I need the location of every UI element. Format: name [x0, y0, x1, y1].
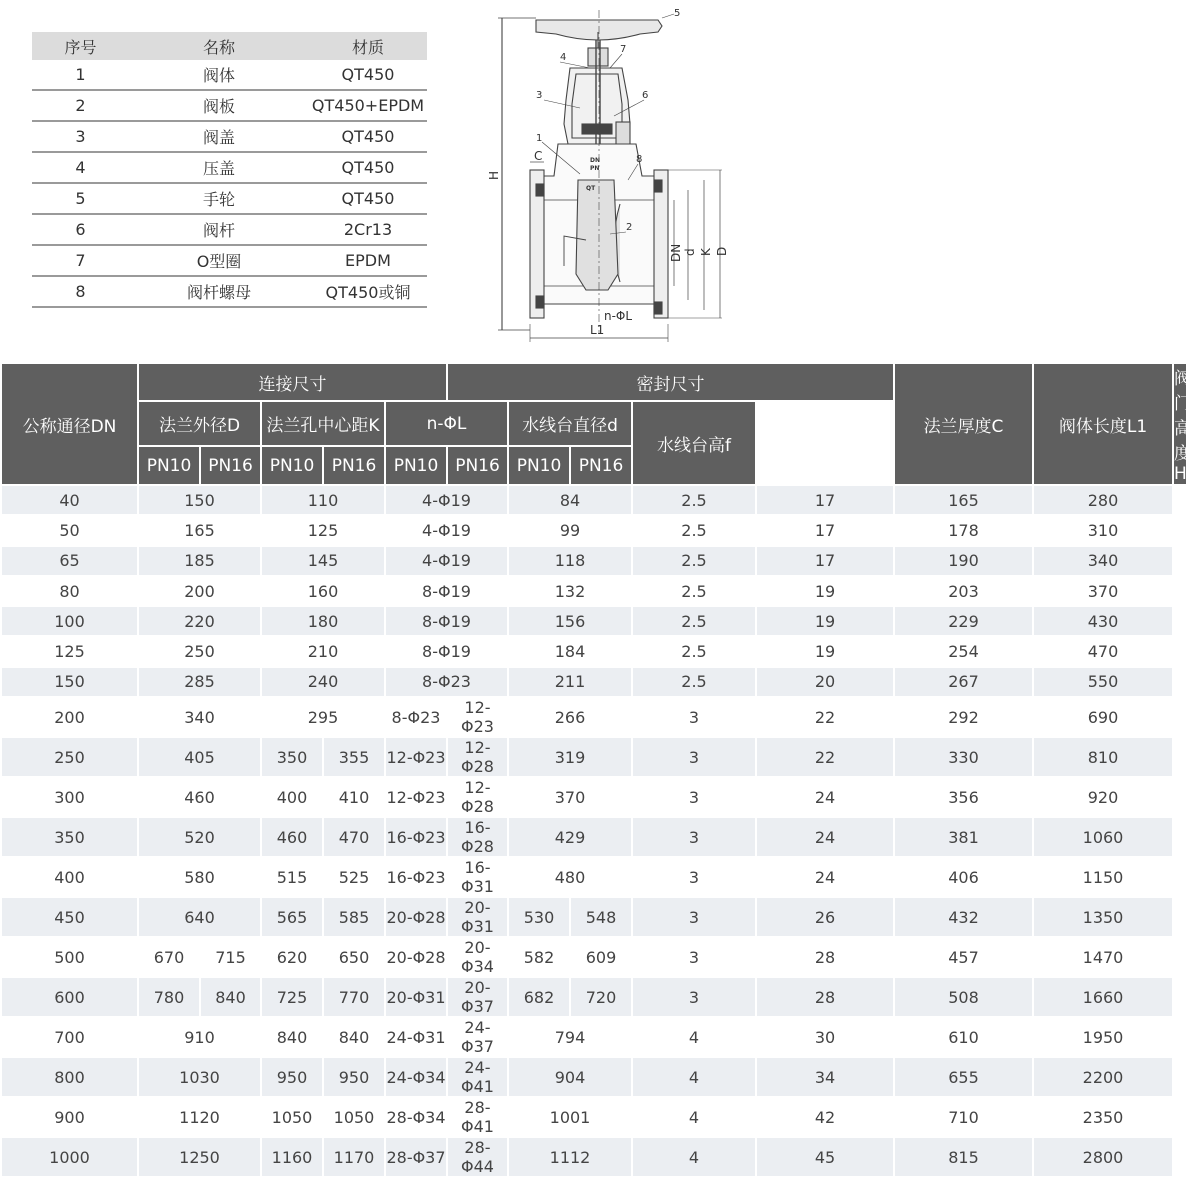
body-length-cell: 457	[895, 938, 1032, 976]
dim-label-k: K	[699, 248, 713, 256]
body-length-cell: 710	[895, 1098, 1032, 1136]
body-length-cell: 254	[895, 637, 1032, 665]
bolt-holes-cell: 16-Φ23	[386, 858, 446, 896]
valve-height-cell: 1150	[1034, 858, 1172, 896]
waterline-dia-cell: 84	[509, 486, 631, 514]
hole-pcd-cell: 110	[262, 486, 384, 514]
part-number-label: 7	[620, 44, 627, 55]
flange-thickness-cell: 24	[757, 818, 893, 856]
dim-label-c: C	[534, 149, 543, 163]
hole-pcd-cell: 585	[324, 898, 384, 936]
body-length-cell: 381	[895, 818, 1032, 856]
table-row	[2, 738, 1186, 776]
dn-cell: 500	[2, 938, 137, 976]
dim-label-nl: n-ΦL	[604, 309, 633, 323]
gate-valve-drawing	[487, 4, 729, 344]
waterline-dia-cell: 156	[509, 607, 631, 635]
flange-od-cell: 150	[139, 486, 260, 514]
flange-od-cell: 200	[139, 577, 260, 605]
hole-pcd-cell: 350	[262, 738, 322, 776]
flange-od-cell: 405	[139, 738, 260, 776]
parts-cell: QT450或铜	[309, 276, 427, 307]
waterline-dia-cell: 1001	[509, 1098, 631, 1136]
waterline-height-cell: 3	[633, 818, 755, 856]
parts-cell: 4	[32, 152, 129, 183]
hole-pcd-cell: 355	[324, 738, 384, 776]
hole-pcd-cell: 950	[324, 1058, 384, 1096]
waterline-dia-cell: 530	[509, 898, 569, 936]
parts-cell: 8	[32, 276, 129, 307]
bolt-holes-cell: 12-Φ23	[386, 738, 446, 776]
hole-pcd-cell: 180	[262, 607, 384, 635]
table-row	[2, 637, 1186, 665]
dim-label-l1: L1	[590, 323, 605, 337]
bolt-holes-cell: 20-Φ37	[448, 978, 507, 1016]
bolt-holes-cell: 28-Φ41	[448, 1098, 507, 1136]
waterline-dia-cell: 370	[509, 778, 631, 816]
flange-thickness-cell: 20	[757, 668, 893, 696]
flange-thickness-cell: 17	[757, 486, 893, 514]
waterline-height-cell: 4	[633, 1058, 755, 1096]
header-connection-size: 连接尺寸	[139, 364, 446, 400]
waterline-dia-cell: 609	[571, 938, 631, 976]
header-pn: PN10	[139, 447, 199, 484]
valve-height-cell: 370	[1034, 577, 1172, 605]
bolt-holes-cell: 28-Φ37	[386, 1138, 446, 1176]
dim-label-d: D	[715, 246, 729, 256]
body-length-cell: 655	[895, 1058, 1032, 1096]
hole-pcd-cell: 160	[262, 577, 384, 605]
header-pn: PN10	[509, 447, 569, 484]
hole-pcd-cell: 460	[262, 818, 322, 856]
flange-thickness-cell: 17	[757, 547, 893, 575]
table-row	[2, 938, 1186, 976]
body-mark: DN	[590, 157, 601, 164]
table-row	[2, 698, 1186, 736]
bolt-holes-cell: 16-Φ31	[448, 858, 507, 896]
bolt-holes-cell: 8-Φ19	[386, 607, 507, 635]
waterline-dia-cell: 480	[509, 858, 631, 896]
part-number-label: 1	[536, 133, 543, 144]
waterline-dia-cell: 184	[509, 637, 631, 665]
flange-od-cell: 520	[139, 818, 260, 856]
waterline-height-cell: 2.5	[633, 486, 755, 514]
table-row	[2, 607, 1186, 635]
table-row	[2, 668, 1186, 696]
bolt-holes-cell: 16-Φ28	[448, 818, 507, 856]
header-pn: PN16	[324, 447, 384, 484]
dim-label-d-small: d	[683, 248, 697, 256]
hole-pcd-cell: 240	[262, 668, 384, 696]
hole-pcd-cell: 840	[262, 1018, 322, 1056]
bolt-holes-cell: 24-Φ31	[386, 1018, 446, 1056]
dn-cell: 450	[2, 898, 137, 936]
table-row	[2, 486, 1186, 514]
hole-pcd-cell: 1050	[262, 1098, 322, 1136]
parts-cell: QT450	[309, 121, 427, 152]
table-row	[2, 547, 1186, 575]
dn-cell: 350	[2, 818, 137, 856]
waterline-height-cell: 4	[633, 1138, 755, 1176]
part-number-label: 5	[674, 8, 681, 19]
bolt-holes-cell: 16-Φ23	[386, 818, 446, 856]
bolt-holes-cell: 4-Φ19	[386, 516, 507, 544]
parts-cell: QT450	[309, 152, 427, 183]
body-length-cell: 356	[895, 778, 1032, 816]
waterline-height-cell: 2.5	[633, 577, 755, 605]
parts-cell: O型圈	[129, 245, 309, 276]
waterline-dia-cell: 132	[509, 577, 631, 605]
flange-thickness-cell: 17	[757, 516, 893, 544]
flange-thickness-cell: 19	[757, 577, 893, 605]
parts-header-row	[32, 32, 427, 60]
body-length-cell: 203	[895, 577, 1032, 605]
flange-thickness-cell: 22	[757, 738, 893, 776]
parts-cell: 1	[32, 60, 129, 90]
hole-pcd-cell: 725	[262, 978, 322, 1016]
header-waterline-dia: 水线台直径d	[509, 402, 631, 445]
bolt-holes-cell: 12-Φ28	[448, 738, 507, 776]
body-length-cell: 190	[895, 547, 1032, 575]
parts-cell: 阀杆螺母	[129, 276, 309, 307]
hole-pcd-cell: 770	[324, 978, 384, 1016]
waterline-height-cell: 2.5	[633, 516, 755, 544]
parts-cell: 阀板	[129, 90, 309, 121]
waterline-height-cell: 2.5	[633, 547, 755, 575]
parts-cell: EPDM	[309, 245, 427, 276]
parts-cell: 2Cr13	[309, 214, 427, 245]
waterline-height-cell: 3	[633, 858, 755, 896]
hole-pcd-cell: 295	[262, 698, 384, 736]
dn-cell: 200	[2, 698, 137, 736]
body-length-cell: 165	[895, 486, 1032, 514]
parts-cell: 阀体	[129, 60, 309, 90]
hole-pcd-cell: 470	[324, 818, 384, 856]
flange-od-cell: 840	[201, 978, 260, 1016]
body-length-cell: 432	[895, 898, 1032, 936]
dn-cell: 40	[2, 486, 137, 514]
body-length-cell: 178	[895, 516, 1032, 544]
parts-cell: 7	[32, 245, 129, 276]
header-pn: PN16	[201, 447, 260, 484]
bolt-holes-cell: 8-Φ19	[386, 637, 507, 665]
table-row	[2, 577, 1186, 605]
table-row	[2, 898, 1186, 936]
header-hole-pcd: 法兰孔中心距K	[262, 402, 384, 445]
part-number-label: 4	[560, 52, 567, 63]
bolt-holes-cell: 8-Φ23	[386, 668, 507, 696]
waterline-height-cell: 3	[633, 938, 755, 976]
parts-row	[32, 90, 427, 121]
table-row	[2, 858, 1186, 896]
dimensions-table	[0, 362, 1191, 1178]
waterline-dia-cell: 1112	[509, 1138, 631, 1176]
dn-cell: 100	[2, 607, 137, 635]
bolt-holes-cell: 12-Φ28	[448, 778, 507, 816]
hole-pcd-cell: 145	[262, 547, 384, 575]
flange-thickness-cell: 24	[757, 858, 893, 896]
waterline-height-cell: 3	[633, 698, 755, 736]
bolt-holes-cell: 20-Φ31	[448, 898, 507, 936]
bolt-holes-cell: 24-Φ34	[386, 1058, 446, 1096]
flange-thickness-cell: 42	[757, 1098, 893, 1136]
flange-od-cell: 340	[139, 698, 260, 736]
hole-pcd-cell: 950	[262, 1058, 322, 1096]
bolt-holes-cell: 28-Φ34	[386, 1098, 446, 1136]
waterline-height-cell: 3	[633, 738, 755, 776]
part-number-label: 2	[626, 222, 633, 233]
flange-od-cell: 780	[139, 978, 199, 1016]
body-length-cell: 508	[895, 978, 1032, 1016]
waterline-dia-cell: 99	[509, 516, 631, 544]
waterline-dia-cell: 794	[509, 1018, 631, 1056]
parts-row	[32, 276, 427, 307]
valve-height-cell: 2350	[1034, 1098, 1172, 1136]
waterline-dia-cell: 319	[509, 738, 631, 776]
flange-thickness-cell: 26	[757, 898, 893, 936]
table-row	[2, 818, 1186, 856]
header-valve-height: 阀门高度H	[1174, 364, 1186, 484]
body-length-cell: 292	[895, 698, 1032, 736]
parts-table	[32, 32, 427, 308]
parts-cell: QT450+EPDM	[309, 90, 427, 121]
valve-height-cell: 1060	[1034, 818, 1172, 856]
bolt-holes-cell: 20-Φ28	[386, 938, 446, 976]
bolt-holes-cell: 4-Φ19	[386, 486, 507, 514]
body-mark: QT	[586, 185, 596, 192]
parts-row	[32, 152, 427, 183]
valve-height-cell: 810	[1034, 738, 1172, 776]
waterline-height-cell: 2.5	[633, 607, 755, 635]
table-row	[2, 1098, 1186, 1136]
flange-od-cell: 715	[201, 938, 260, 976]
bolt-holes-cell: 20-Φ28	[386, 898, 446, 936]
hole-pcd-cell: 210	[262, 637, 384, 665]
hole-pcd-cell: 410	[324, 778, 384, 816]
waterline-height-cell: 3	[633, 978, 755, 1016]
table-row	[2, 1018, 1186, 1056]
hole-pcd-cell: 565	[262, 898, 322, 936]
header-body-length: 阀体长度L1	[1034, 364, 1172, 484]
dn-cell: 150	[2, 668, 137, 696]
body-length-cell: 330	[895, 738, 1032, 776]
bolt-holes-cell: 24-Φ37	[448, 1018, 507, 1056]
hole-pcd-cell: 125	[262, 516, 384, 544]
parts-cell: QT450	[309, 60, 427, 90]
bolt-holes-cell: 12-Φ23	[448, 698, 507, 736]
body-length-cell: 229	[895, 607, 1032, 635]
waterline-height-cell: 2.5	[633, 637, 755, 665]
parts-row	[32, 60, 427, 90]
dn-cell: 300	[2, 778, 137, 816]
flange-od-cell: 220	[139, 607, 260, 635]
header-pn: PN16	[448, 447, 507, 484]
dn-cell: 65	[2, 547, 137, 575]
waterline-dia-cell: 548	[571, 898, 631, 936]
waterline-dia-cell: 211	[509, 668, 631, 696]
valve-height-cell: 1350	[1034, 898, 1172, 936]
parts-header-cell: 名称	[129, 32, 309, 60]
flange-thickness-cell: 28	[757, 978, 893, 1016]
dn-cell: 400	[2, 858, 137, 896]
waterline-height-cell: 3	[633, 778, 755, 816]
waterline-dia-cell: 582	[509, 938, 569, 976]
flange-thickness-cell: 30	[757, 1018, 893, 1056]
parts-row	[32, 183, 427, 214]
header-pn: PN10	[262, 447, 322, 484]
dn-cell: 1000	[2, 1138, 137, 1176]
parts-row	[32, 121, 427, 152]
header-pn: PN10	[386, 447, 446, 484]
flange-thickness-cell: 19	[757, 637, 893, 665]
valve-height-cell: 470	[1034, 637, 1172, 665]
part-number-label: 3	[536, 90, 543, 101]
valve-height-cell: 310	[1034, 516, 1172, 544]
parts-header-cell: 序号	[32, 32, 129, 60]
table-row	[2, 516, 1186, 544]
hole-pcd-cell: 515	[262, 858, 322, 896]
valve-height-cell: 550	[1034, 668, 1172, 696]
body-length-cell: 406	[895, 858, 1032, 896]
bolt-holes-cell: 20-Φ31	[386, 978, 446, 1016]
bolt-holes-cell: 8-Φ19	[386, 577, 507, 605]
flange-od-cell: 670	[139, 938, 199, 976]
part-number-label: 6	[642, 90, 649, 101]
header-pn: PN16	[571, 447, 631, 484]
waterline-height-cell: 2.5	[633, 668, 755, 696]
valve-height-cell: 2200	[1034, 1058, 1172, 1096]
valve-height-cell: 1470	[1034, 938, 1172, 976]
table-row	[2, 978, 1186, 1016]
valve-height-cell: 2800	[1034, 1138, 1172, 1176]
parts-cell: 压盖	[129, 152, 309, 183]
hole-pcd-cell: 650	[324, 938, 384, 976]
header-seal-size: 密封尺寸	[448, 364, 893, 400]
parts-cell: 3	[32, 121, 129, 152]
parts-cell: 6	[32, 214, 129, 245]
flange-od-cell: 1120	[139, 1098, 260, 1136]
hole-pcd-cell: 620	[262, 938, 322, 976]
parts-cell: 5	[32, 183, 129, 214]
waterline-height-cell: 4	[633, 1018, 755, 1056]
flange-thickness-cell: 45	[757, 1138, 893, 1176]
flange-od-cell: 910	[139, 1018, 260, 1056]
waterline-dia-cell: 682	[509, 978, 569, 1016]
body-length-cell: 267	[895, 668, 1032, 696]
table-row	[2, 1138, 1186, 1176]
waterline-height-cell: 4	[633, 1098, 755, 1136]
hole-pcd-cell: 525	[324, 858, 384, 896]
dn-cell: 80	[2, 577, 137, 605]
flange-od-cell: 460	[139, 778, 260, 816]
bolt-holes-cell: 24-Φ41	[448, 1058, 507, 1096]
valve-height-cell: 280	[1034, 486, 1172, 514]
flange-od-cell: 185	[139, 547, 260, 575]
parts-cell: 2	[32, 90, 129, 121]
waterline-dia-cell: 720	[571, 978, 631, 1016]
dim-label-h: H	[487, 170, 501, 180]
waterline-height-cell: 3	[633, 898, 755, 936]
flange-od-cell: 580	[139, 858, 260, 896]
dn-cell: 700	[2, 1018, 137, 1056]
valve-height-cell: 1950	[1034, 1018, 1172, 1056]
parts-cell: 阀杆	[129, 214, 309, 245]
hole-pcd-cell: 840	[324, 1018, 384, 1056]
parts-row	[32, 245, 427, 276]
valve-height-cell: 1660	[1034, 978, 1172, 1016]
flange-od-cell: 640	[139, 898, 260, 936]
valve-height-cell: 690	[1034, 698, 1172, 736]
valve-height-cell: 340	[1034, 547, 1172, 575]
parts-cell: 阀盖	[129, 121, 309, 152]
bolt-holes-cell: 4-Φ19	[386, 547, 507, 575]
hole-pcd-cell: 1050	[324, 1098, 384, 1136]
header-dn: 公称通径DN	[2, 364, 137, 484]
bolt-holes-cell: 28-Φ44	[448, 1138, 507, 1176]
flange-thickness-cell: 24	[757, 778, 893, 816]
dim-label-dn: DN	[669, 243, 683, 262]
dn-cell: 50	[2, 516, 137, 544]
bolt-holes-cell: 20-Φ34	[448, 938, 507, 976]
valve-height-cell: 430	[1034, 607, 1172, 635]
body-mark: PN	[590, 165, 600, 172]
waterline-dia-cell: 266	[509, 698, 631, 736]
header-flange-thickness: 法兰厚度C	[895, 364, 1032, 484]
bolt-holes-cell: 8-Φ23	[386, 698, 446, 736]
waterline-dia-cell: 904	[509, 1058, 631, 1096]
header-bolt-holes: n-ΦL	[386, 402, 507, 445]
flange-od-cell: 1250	[139, 1138, 260, 1176]
dn-cell: 125	[2, 637, 137, 665]
table-row	[2, 1058, 1186, 1096]
flange-thickness-cell: 19	[757, 607, 893, 635]
flange-thickness-cell: 28	[757, 938, 893, 976]
dn-cell: 800	[2, 1058, 137, 1096]
valve-height-cell: 920	[1034, 778, 1172, 816]
hole-pcd-cell: 1170	[324, 1138, 384, 1176]
waterline-dia-cell: 429	[509, 818, 631, 856]
body-length-cell: 815	[895, 1138, 1032, 1176]
flange-od-cell: 285	[139, 668, 260, 696]
flange-thickness-cell: 22	[757, 698, 893, 736]
dn-cell: 900	[2, 1098, 137, 1136]
parts-cell: QT450	[309, 183, 427, 214]
waterline-dia-cell: 118	[509, 547, 631, 575]
hole-pcd-cell: 1160	[262, 1138, 322, 1176]
bolt-holes-cell: 12-Φ23	[386, 778, 446, 816]
dn-cell: 250	[2, 738, 137, 776]
body-length-cell: 610	[895, 1018, 1032, 1056]
header-flange-od: 法兰外径D	[139, 402, 260, 445]
part-number-label: 8	[636, 154, 643, 165]
parts-cell: 手轮	[129, 183, 309, 214]
parts-header-cell: 材质	[309, 32, 427, 60]
dn-cell: 600	[2, 978, 137, 1016]
header-waterline-height: 水线台高f	[633, 402, 755, 484]
flange-od-cell: 1030	[139, 1058, 260, 1096]
hole-pcd-cell: 400	[262, 778, 322, 816]
flange-od-cell: 165	[139, 516, 260, 544]
flange-thickness-cell: 34	[757, 1058, 893, 1096]
table-row	[2, 778, 1186, 816]
flange-od-cell: 250	[139, 637, 260, 665]
parts-row	[32, 214, 427, 245]
